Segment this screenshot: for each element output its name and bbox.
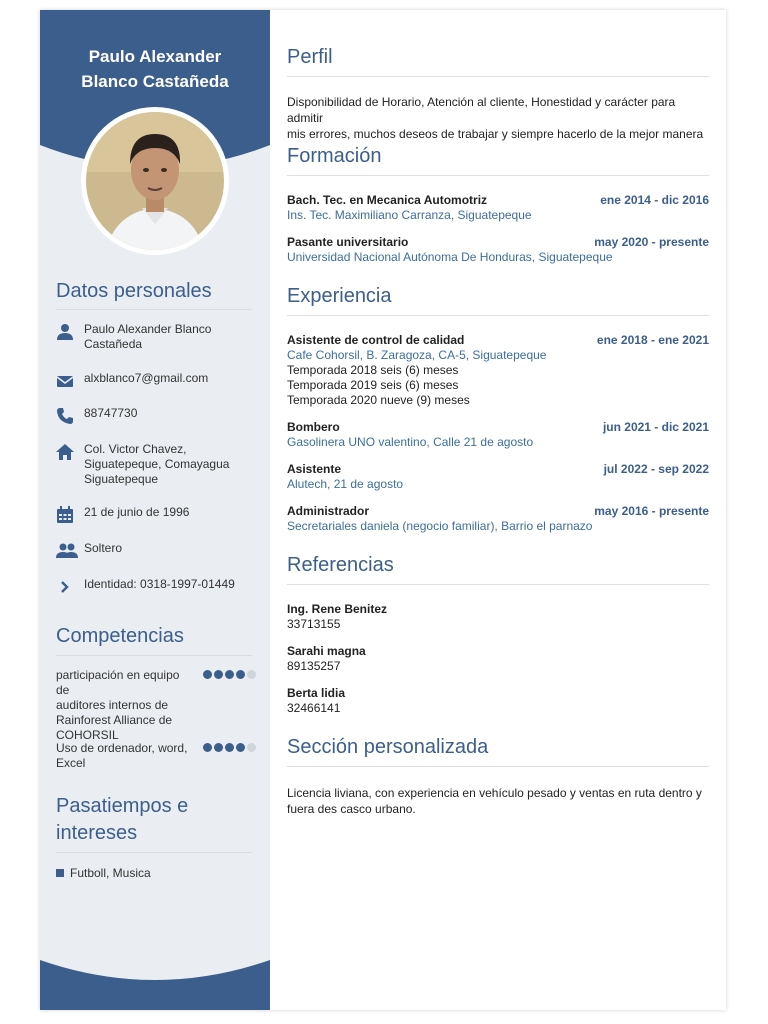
people-icon	[56, 541, 84, 560]
user-icon	[56, 322, 84, 352]
experience-entry	[287, 504, 709, 534]
divider	[56, 655, 252, 656]
skill-line: participación en equipo de	[56, 668, 180, 697]
name-line-1: Paulo Alexander	[88, 47, 222, 66]
skill-level-dots	[203, 668, 256, 743]
experience-entry	[287, 462, 709, 492]
skill-line: auditores internos de	[56, 698, 169, 712]
entry-subtitle: Ins. Tec. Maximiliano Carranza, Siguatepeque	[287, 208, 532, 222]
divider	[287, 766, 709, 767]
phone-icon	[56, 406, 84, 425]
entry-title: Bombero	[287, 420, 340, 434]
sidebar	[40, 10, 270, 1010]
personal-item-phone	[56, 406, 256, 425]
profile-heading: Perfil	[287, 46, 333, 68]
profile-line-2: mis errores, muchos deseos de trabajar y siempre hacerlo de la mejor manera	[287, 127, 704, 141]
entry-subtitle: Gasolinera UNO valentino, Calle 21 de agosto	[287, 435, 534, 449]
entry-date: may 2016 - presente	[594, 504, 709, 518]
resume-page	[40, 10, 726, 1010]
hobbies-heading-line-1: Pasatiempos e	[56, 795, 189, 817]
footer-curve	[40, 960, 270, 1010]
custom-section-heading: Sección personalizada	[287, 736, 489, 758]
reference-entry	[287, 644, 587, 674]
personal-item-address	[56, 442, 256, 487]
chevron-right-icon	[56, 577, 84, 596]
address-line-3: Siguatepeque	[84, 472, 159, 486]
education-heading: Formación	[287, 145, 382, 167]
entry-date: ene 2014 - dic 2016	[600, 193, 709, 207]
address-line-2: Siguatepeque, Comayagua	[84, 457, 230, 471]
divider	[56, 852, 252, 853]
avatar	[81, 107, 229, 255]
skill-dot-filled	[214, 743, 223, 752]
reference-name: Berta lidia	[287, 686, 346, 700]
education-entry	[287, 235, 709, 265]
divider	[287, 175, 709, 176]
divider	[56, 309, 252, 310]
education-entry	[287, 193, 709, 223]
experience-heading: Experiencia	[287, 285, 392, 307]
address-line-1: Col. Victor Chavez,	[84, 442, 187, 456]
skill-item	[56, 741, 256, 771]
skill-dot-empty	[247, 743, 256, 752]
experience-entry	[287, 333, 709, 408]
skill-dot-filled	[203, 743, 212, 752]
entry-line: Temporada 2019 seis (6) meses	[287, 378, 459, 392]
phone-text: 88747730	[84, 406, 138, 420]
skill-level-dots	[203, 741, 256, 771]
entry-title: Administrador	[287, 504, 370, 518]
custom-section-text	[287, 785, 709, 817]
candidate-name	[40, 44, 270, 94]
profile-line-1: Disponibilidad de Horario, Atención al cliente, Honestidad y carácter para admitir	[287, 95, 676, 125]
skill-dot-filled	[214, 670, 223, 679]
entry-line: Temporada 2020 nueve (9) meses	[287, 393, 470, 407]
full-name-line-2: Castañeda	[84, 337, 143, 351]
personal-item-id	[56, 577, 256, 596]
reference-phone: 33713155	[287, 617, 341, 631]
entry-title: Asistente de control de calidad	[287, 333, 465, 347]
reference-phone: 32466141	[287, 701, 341, 715]
skill-line: Rainforest Alliance de	[56, 713, 173, 727]
profile-text	[287, 94, 709, 142]
personal-item-birthdate	[56, 505, 256, 524]
reference-entry	[287, 686, 587, 716]
entry-subtitle: Cafe Cohorsil, B. Zaragoza, CA-5, Siguatepeque	[287, 348, 547, 362]
id-text: Identidad: 0318-1997-01449	[84, 577, 235, 591]
entry-title: Asistente	[287, 462, 342, 476]
reference-entry	[287, 602, 587, 632]
name-line-2: Blanco Castañeda	[81, 72, 229, 91]
skills-heading: Competencias	[56, 625, 184, 647]
entry-date: jun 2021 - dic 2021	[602, 420, 709, 434]
personal-data-heading: Datos personales	[56, 280, 212, 302]
divider	[287, 76, 709, 77]
entry-date: may 2020 - presente	[594, 235, 709, 249]
personal-item-civil-status	[56, 541, 256, 560]
hobbies-heading-line-2: intereses	[56, 822, 138, 844]
envelope-icon	[56, 371, 84, 390]
references-heading: Referencias	[287, 554, 394, 576]
skill-dot-filled	[203, 670, 212, 679]
reference-phone: 89135257	[287, 659, 341, 673]
full-name-line-1: Paulo Alexander Blanco	[84, 322, 212, 336]
entry-line: Temporada 2018 seis (6) meses	[287, 363, 459, 377]
email-text: alxblanco7@gmail.com	[84, 371, 209, 385]
skill-dot-filled	[236, 743, 245, 752]
entry-subtitle: Universidad Nacional Autónoma De Honduras, Siguatepeque	[287, 250, 613, 264]
experience-entry	[287, 420, 709, 450]
reference-name: Sarahi magna	[287, 644, 366, 658]
civil-status-text: Soltero	[84, 541, 123, 555]
home-icon	[56, 442, 84, 487]
calendar-icon	[56, 505, 84, 524]
skill-line: Excel	[56, 756, 86, 770]
custom-line-2: fuera des casco urbano.	[287, 802, 416, 816]
skill-dot-empty	[247, 670, 256, 679]
entry-date: ene 2018 - ene 2021	[596, 333, 709, 347]
entry-title: Bach. Tec. en Mecanica Automotriz	[287, 193, 488, 207]
skill-item	[56, 668, 256, 743]
skill-line: Uso de ordenador, word,	[56, 741, 188, 755]
skill-line: COHORSIL	[56, 728, 119, 742]
entry-subtitle: Secretariales daniela (negocio familiar), Barrio el parnazo	[287, 519, 593, 533]
hobby-text: Futboll, Musica	[70, 866, 151, 880]
square-bullet-icon	[56, 869, 64, 877]
custom-line-1: Licencia liviana, con experiencia en vehículo pesado y ventas en ruta dentro y	[287, 786, 702, 800]
profile-photo	[86, 112, 224, 250]
entry-subtitle: Alutech, 21 de agosto	[287, 477, 404, 491]
hobby-item	[56, 866, 151, 880]
skill-dot-filled	[225, 743, 234, 752]
skill-dot-filled	[225, 670, 234, 679]
divider	[287, 584, 709, 585]
birthdate-text: 21 de junio de 1996	[84, 505, 190, 519]
entry-date: jul 2022 - sep 2022	[603, 462, 709, 476]
hobbies-heading	[56, 793, 188, 847]
personal-item-email	[56, 371, 256, 390]
personal-item-name	[56, 322, 256, 352]
skill-dot-filled	[236, 670, 245, 679]
entry-title: Pasante universitario	[287, 235, 409, 249]
divider	[287, 315, 709, 316]
reference-name: Ing. Rene Benitez	[287, 602, 388, 616]
